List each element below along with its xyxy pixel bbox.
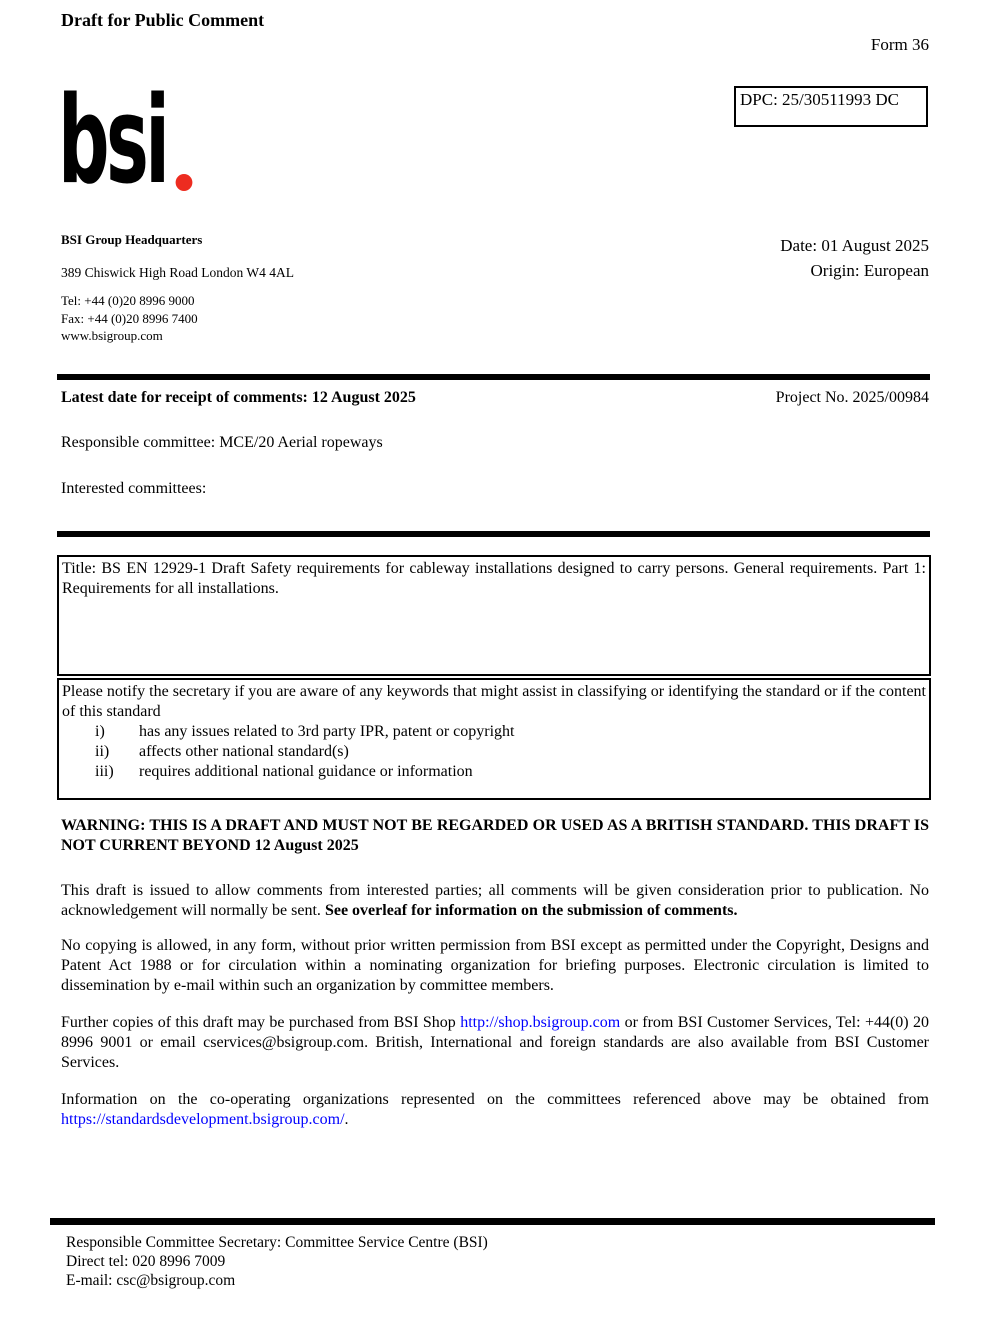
keywords-item-2-marker: ii) — [95, 743, 110, 760]
divider-bar-top — [57, 374, 930, 380]
project-number: Project No. 2025/00984 — [775, 389, 929, 406]
keywords-item-1-text: has any issues related to 3rd party IPR, patent or copyright — [139, 723, 515, 740]
keywords-item-3-marker: iii) — [95, 763, 114, 780]
keywords-intro: Please notify the secretary if you are aware of any keywords that might assist in classifying or identifying the standard or if the content of this standard — [62, 683, 926, 720]
bsi-logo-dot-icon — [176, 174, 193, 191]
comments-meta-row — [61, 389, 929, 407]
warning-text: WARNING: THIS IS A DRAFT AND MUST NOT BE REGARDED OR USED AS A BRITISH STANDARD. THIS DRAFT IS NOT CURRENT BEYOND 12 August 2025 — [61, 817, 929, 854]
footer-secretary: Responsible Committee Secretary: Committee Service Centre (BSI) — [66, 1234, 488, 1251]
hq-name: BSI Group Headquarters — [61, 232, 203, 247]
divider-bar-footer — [50, 1218, 935, 1225]
no-copying-paragraph: No copying is allowed, in any form, without prior written permission from BSI except as permitted under the Copyright, Designs and Patent Act 1988 or for circulation within a nominating organization for briefing purposes. Electronic circulation is limited to dissemination by e-mail within such an organization by committee members. — [61, 937, 929, 994]
form-number-label: Form 36 — [870, 35, 929, 54]
date-line: Date: 01 August 2025 — [780, 236, 929, 255]
bsi-logo — [58, 72, 256, 211]
cooperating-orgs-paragraph — [61, 1090, 929, 1130]
footer-block — [66, 1233, 488, 1290]
footer-direct-tel: Direct tel: 020 8996 7009 — [66, 1253, 226, 1270]
keywords-item-1 — [95, 722, 926, 742]
keywords-item-3-text: requires additional national guidance or information — [139, 763, 473, 780]
keywords-box — [57, 678, 931, 800]
hq-address: 389 Chiswick High Road London W4 4AL — [61, 265, 294, 280]
hq-tel: Tel: +44 (0)20 8996 9000 — [61, 293, 195, 308]
draft-for-public-comment-label: Draft for Public Comment — [61, 10, 265, 30]
interested-committees-line: Interested committees: — [61, 480, 207, 497]
keywords-item-2 — [95, 742, 926, 762]
title-box — [57, 555, 931, 676]
cooperating-orgs-text-pre: Information on the co-operating organizations represented on the committees referenced above may be obtained from — [61, 1091, 929, 1108]
latest-date-label: Latest date for receipt of comments: 12 August 2025 — [61, 389, 416, 406]
standards-development-link[interactable]: https://standardsdevelopment.bsigroup.com/ — [61, 1111, 345, 1128]
issued-paragraph-text: This draft is issued to allow comments from interested parties; all comments will be given consideration prior to publication. No acknowledgement will normally be sent. — [61, 882, 929, 919]
further-copies-text-pre: Further copies of this draft may be purchased from BSI Shop — [61, 1014, 461, 1031]
contact-block — [61, 232, 481, 345]
keywords-item-2-text: affects other national standard(s) — [139, 743, 349, 760]
hq-website: www.bsigroup.com — [61, 328, 163, 343]
footer-email: E-mail: csc@bsigroup.com — [66, 1272, 236, 1289]
bsi-shop-link[interactable]: http://shop.bsigroup.com — [460, 1014, 621, 1031]
standard-title-text: Title: BS EN 12929-1 Draft Safety requirements for cableway installations designed to carry persons. General requirements. Part 1: Requirements for all installations. — [62, 560, 926, 597]
issued-paragraph — [61, 881, 929, 921]
responsible-committee-line: Responsible committee: MCE/20 Aerial ropeways — [61, 434, 383, 451]
keywords-item-3 — [95, 762, 926, 782]
dpc-number-box — [734, 86, 928, 127]
hq-fax: Fax: +44 (0)20 8996 7400 — [61, 310, 198, 326]
further-copies-text-post: or from BSI Customer Services, Tel: +44(0) 20 8996 9001 or email cservices@bsigroup.com. British, International and foreign standards are also available from BSI Customer Services. — [61, 1014, 929, 1071]
see-overleaf-text: See overleaf for information on the submission of comments. — [324, 902, 738, 919]
cooperating-orgs-text-post: . — [344, 1111, 349, 1128]
divider-bar-middle — [57, 531, 930, 537]
dpc-number-text: DPC: 25/30511993 DC — [740, 90, 900, 109]
further-copies-paragraph — [61, 1013, 929, 1073]
bsi-logo-text: bsi — [58, 72, 167, 211]
date-origin-block — [780, 233, 929, 283]
keywords-item-1-marker: i) — [95, 723, 105, 740]
origin-line: Origin: European — [810, 261, 929, 280]
